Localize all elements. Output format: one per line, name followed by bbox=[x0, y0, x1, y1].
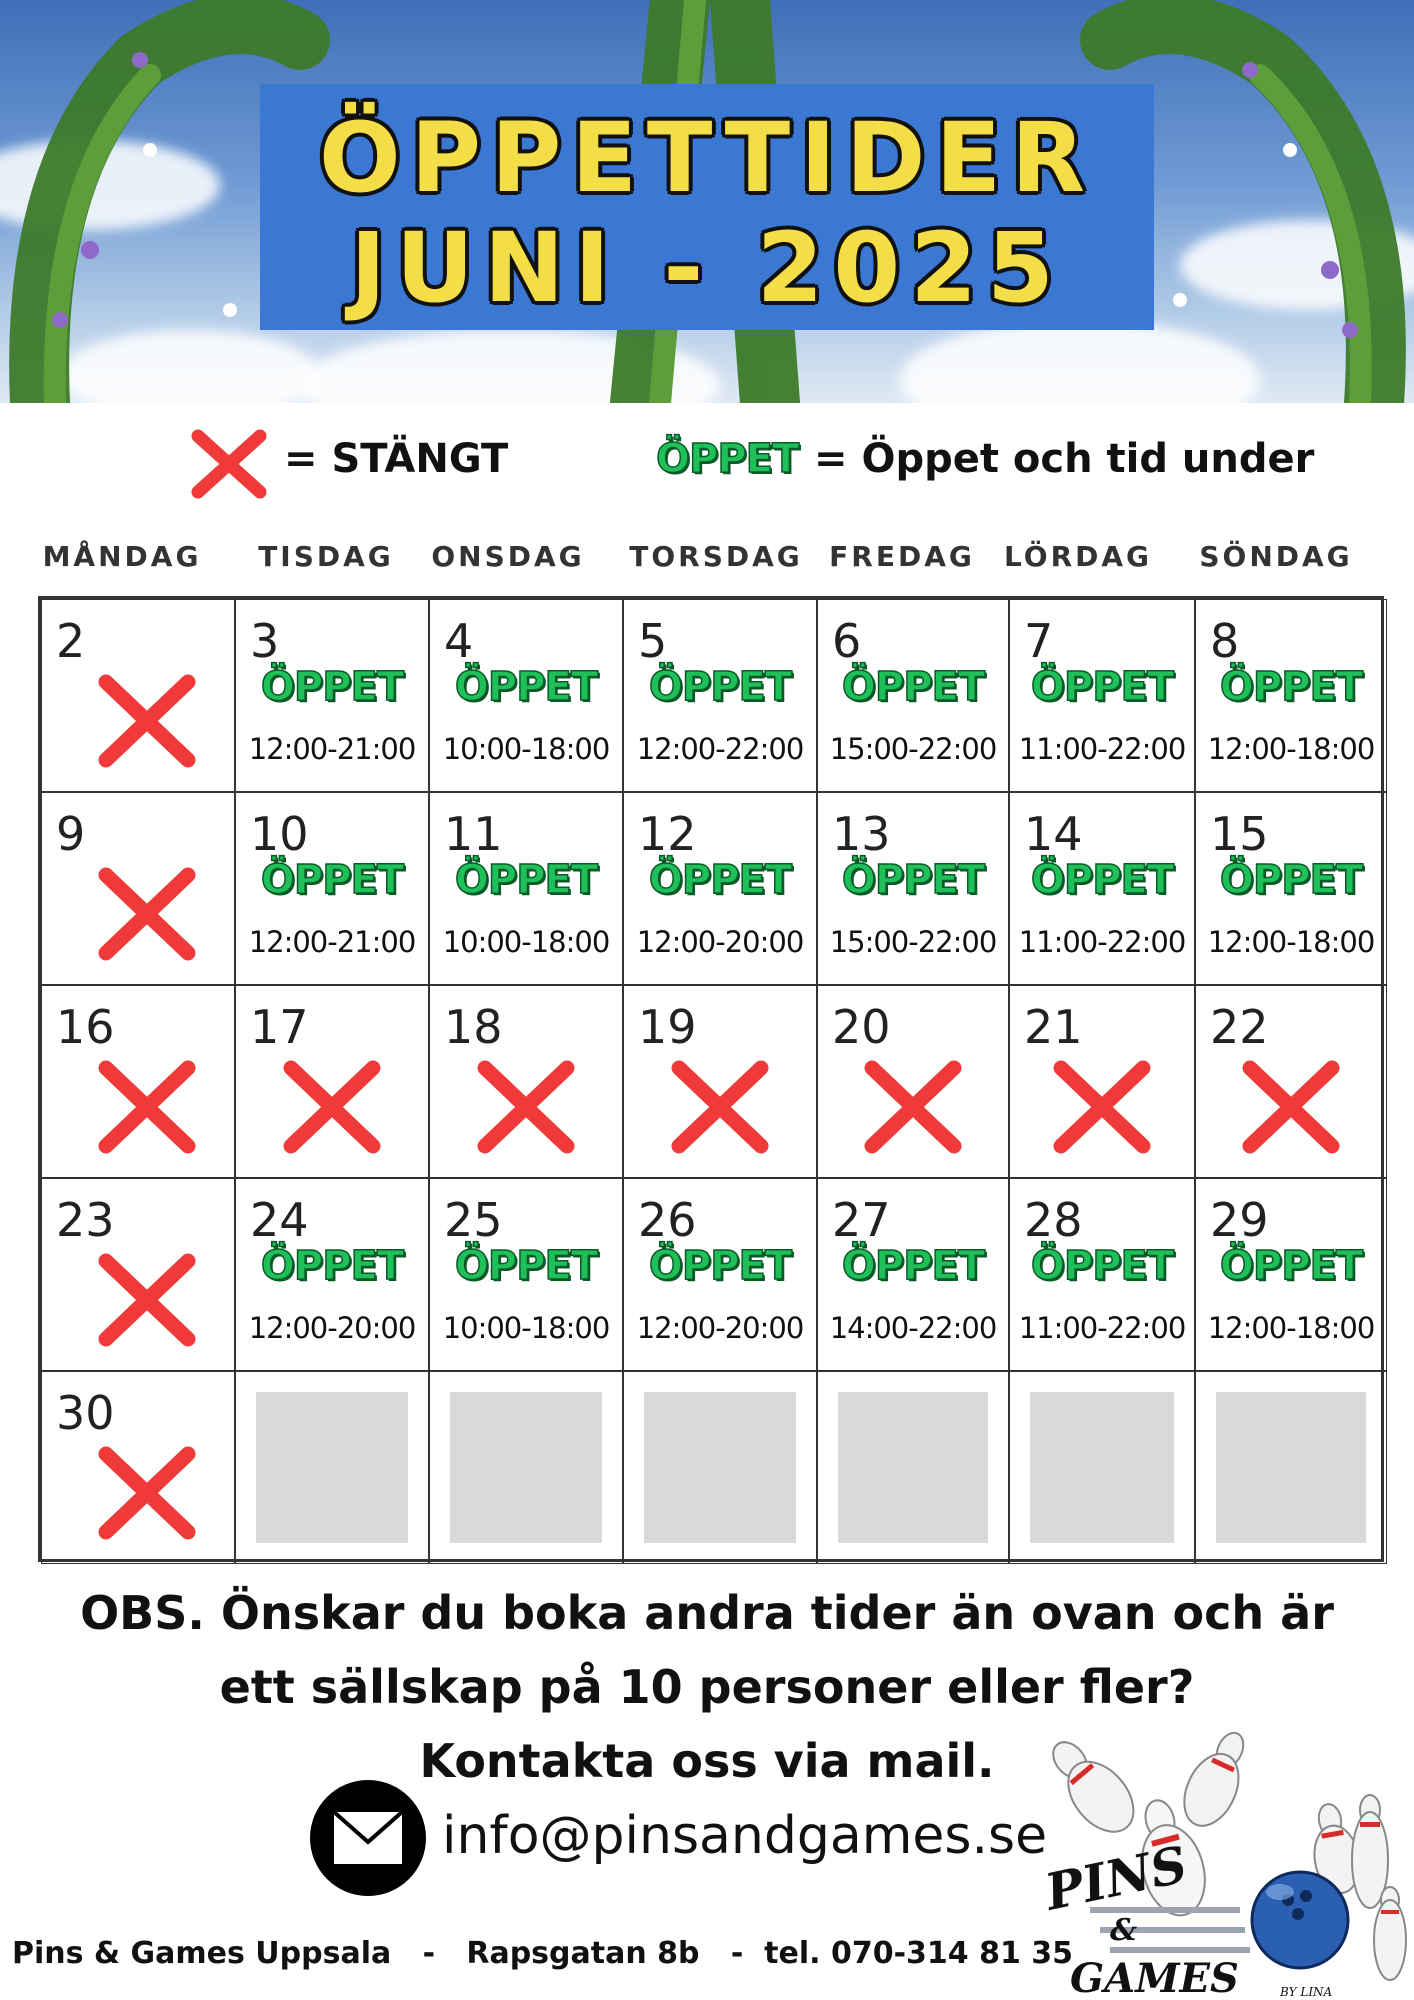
opening-hours: 14:00-22:00 bbox=[829, 1311, 997, 1345]
title-line-2: JUNI - 2025 bbox=[350, 212, 1064, 324]
day-number: 3 bbox=[250, 614, 280, 668]
calendar-day-cell bbox=[429, 792, 623, 985]
day-number: 16 bbox=[56, 1000, 115, 1054]
day-number: 13 bbox=[832, 807, 891, 861]
opening-hours: 12:00-18:00 bbox=[1207, 925, 1375, 959]
calendar-day-cell bbox=[41, 1371, 235, 1564]
opening-hours: 15:00-22:00 bbox=[829, 732, 997, 766]
calendar-day-cell bbox=[41, 985, 235, 1178]
opening-hours: 10:00-18:00 bbox=[442, 732, 610, 766]
logo-text-pins: PINS bbox=[1040, 1834, 1193, 1922]
opening-hours: 12:00-20:00 bbox=[636, 925, 804, 959]
closed-x-icon bbox=[669, 1058, 771, 1156]
title-line-1: ÖPPETTIDER bbox=[319, 102, 1095, 214]
notice-line-1: OBS. Önskar du boka andra tider än ovan och är bbox=[80, 1586, 1334, 1640]
calendar-day-cell bbox=[429, 1371, 623, 1564]
calendar-day-cell bbox=[429, 599, 623, 792]
day-number: 6 bbox=[832, 614, 862, 668]
calendar-day-cell bbox=[235, 1371, 429, 1564]
opening-hours: 12:00-21:00 bbox=[248, 925, 416, 959]
open-status-label: ÖPPET bbox=[1030, 1243, 1174, 1289]
closed-x-icon bbox=[96, 672, 198, 770]
opening-hours: 12:00-18:00 bbox=[1207, 732, 1375, 766]
calendar-day-cell bbox=[235, 1178, 429, 1371]
day-number: 10 bbox=[250, 807, 309, 861]
open-status-label: ÖPPET bbox=[648, 664, 792, 710]
calendar-day-cell bbox=[817, 1178, 1009, 1371]
hero-banner bbox=[0, 0, 1414, 403]
closed-x-icon bbox=[475, 1058, 577, 1156]
closed-x-icon bbox=[96, 1058, 198, 1156]
calendar-day-cell bbox=[429, 985, 623, 1178]
day-number: 8 bbox=[1210, 614, 1240, 668]
closed-x-icon bbox=[1051, 1058, 1153, 1156]
opening-hours: 11:00-22:00 bbox=[1018, 1311, 1186, 1345]
open-status-label: ÖPPET bbox=[648, 857, 792, 903]
day-number: 17 bbox=[250, 1000, 309, 1054]
logo-text-by: BY LINA bbox=[1280, 1985, 1333, 1999]
open-status-label: ÖPPET bbox=[841, 1243, 985, 1289]
weekday-header: TISDAG bbox=[258, 540, 394, 573]
open-status-label: ÖPPET bbox=[1219, 857, 1363, 903]
calendar-day-cell bbox=[817, 599, 1009, 792]
calendar-day-cell bbox=[623, 599, 817, 792]
opening-hours: 11:00-22:00 bbox=[1018, 925, 1186, 959]
day-number: 24 bbox=[250, 1193, 309, 1247]
calendar-day-cell bbox=[1009, 1371, 1195, 1564]
calendar-day-cell bbox=[1195, 985, 1387, 1178]
day-number: 15 bbox=[1210, 807, 1269, 861]
empty-day-placeholder bbox=[1216, 1392, 1366, 1543]
opening-hours: 12:00-20:00 bbox=[636, 1311, 804, 1345]
calendar-day-cell bbox=[623, 1178, 817, 1371]
closed-x-icon bbox=[96, 1444, 198, 1542]
calendar-day-cell bbox=[1195, 1371, 1387, 1564]
calendar-day-cell bbox=[1009, 985, 1195, 1178]
open-status-label: ÖPPET bbox=[1219, 664, 1363, 710]
calendar-day-cell bbox=[235, 599, 429, 792]
calendar-day-cell bbox=[1195, 599, 1387, 792]
day-number: 7 bbox=[1024, 614, 1054, 668]
bowling-pins-logo-icon bbox=[1030, 1720, 1410, 2000]
open-status-label: ÖPPET bbox=[1030, 664, 1174, 710]
calendar-day-cell bbox=[623, 792, 817, 985]
calendar-day-cell bbox=[623, 1371, 817, 1564]
empty-day-placeholder bbox=[450, 1392, 602, 1543]
open-status-label: ÖPPET bbox=[260, 1243, 404, 1289]
empty-day-placeholder bbox=[838, 1392, 988, 1543]
weekday-header: MÅNDAG bbox=[42, 540, 202, 573]
open-status-label: ÖPPET bbox=[260, 664, 404, 710]
day-number: 22 bbox=[1210, 1000, 1269, 1054]
closed-x-icon bbox=[96, 1251, 198, 1349]
open-status-label: ÖPPET bbox=[1030, 857, 1174, 903]
calendar-day-cell bbox=[817, 985, 1009, 1178]
empty-day-placeholder bbox=[1030, 1392, 1174, 1543]
calendar-grid bbox=[38, 596, 1384, 1562]
day-number: 14 bbox=[1024, 807, 1083, 861]
opening-hours: 12:00-18:00 bbox=[1207, 1311, 1375, 1345]
opening-hours: 11:00-22:00 bbox=[1018, 732, 1186, 766]
opening-hours: 10:00-18:00 bbox=[442, 925, 610, 959]
weekday-header: FREDAG bbox=[829, 540, 975, 573]
notice-line-2: ett sällskap på 10 personer eller fler? bbox=[219, 1660, 1195, 1714]
day-number: 2 bbox=[56, 614, 86, 668]
day-number: 19 bbox=[638, 1000, 697, 1054]
day-number: 5 bbox=[638, 614, 668, 668]
calendar-day-cell bbox=[1009, 599, 1195, 792]
empty-day-placeholder bbox=[644, 1392, 796, 1543]
weekday-header: TORSDAG bbox=[629, 540, 803, 573]
day-number: 26 bbox=[638, 1193, 697, 1247]
calendar-day-cell bbox=[1009, 1178, 1195, 1371]
open-status-label: ÖPPET bbox=[841, 857, 985, 903]
opening-hours: 12:00-21:00 bbox=[248, 732, 416, 766]
calendar-day-cell bbox=[1195, 1178, 1387, 1371]
calendar-day-cell bbox=[1009, 792, 1195, 985]
weekday-header: ONSDAG bbox=[431, 540, 585, 573]
empty-day-placeholder bbox=[256, 1392, 408, 1543]
opening-hours: 12:00-22:00 bbox=[636, 732, 804, 766]
day-number: 9 bbox=[56, 807, 86, 861]
day-number: 30 bbox=[56, 1386, 115, 1440]
calendar-day-cell bbox=[623, 985, 817, 1178]
open-status-label: ÖPPET bbox=[454, 1243, 598, 1289]
calendar-day-cell bbox=[41, 792, 235, 985]
logo-text-games: GAMES bbox=[1070, 1955, 1239, 2000]
calendar-day-cell bbox=[817, 792, 1009, 985]
day-number: 4 bbox=[444, 614, 474, 668]
weekday-header: LÖRDAG bbox=[1003, 540, 1153, 573]
opening-hours: 12:00-20:00 bbox=[248, 1311, 416, 1345]
calendar-day-cell bbox=[235, 985, 429, 1178]
legend-open-label: = Öppet och tid under bbox=[814, 436, 1315, 482]
opening-hours: 10:00-18:00 bbox=[442, 1311, 610, 1345]
day-number: 23 bbox=[56, 1193, 115, 1247]
calendar-day-cell bbox=[235, 792, 429, 985]
calendar-day-cell bbox=[41, 599, 235, 792]
closed-x-icon bbox=[190, 428, 268, 500]
day-number: 29 bbox=[1210, 1193, 1269, 1247]
opening-hours: 15:00-22:00 bbox=[829, 925, 997, 959]
day-number: 21 bbox=[1024, 1000, 1083, 1054]
notice-line-3: Kontakta oss via mail. bbox=[419, 1734, 995, 1788]
open-status-label: ÖPPET bbox=[648, 1243, 792, 1289]
closed-x-icon bbox=[96, 865, 198, 963]
open-status-label: ÖPPET bbox=[1219, 1243, 1363, 1289]
envelope-icon bbox=[310, 1780, 426, 1896]
calendar-day-cell bbox=[41, 1178, 235, 1371]
day-number: 18 bbox=[444, 1000, 503, 1054]
calendar-day-cell bbox=[817, 1371, 1009, 1564]
calendar-day-cell bbox=[429, 1178, 623, 1371]
closed-x-icon bbox=[862, 1058, 964, 1156]
open-status-label: ÖPPET bbox=[454, 664, 598, 710]
contact-email-link[interactable]: info@pinsandgames.se bbox=[442, 1806, 1048, 1866]
day-number: 27 bbox=[832, 1193, 891, 1247]
legend-closed-label: = STÄNGT bbox=[284, 436, 509, 482]
open-status-label: ÖPPET bbox=[841, 664, 985, 710]
legend-open-word: ÖPPET bbox=[656, 436, 799, 482]
calendar-day-cell bbox=[1195, 792, 1387, 985]
day-number: 28 bbox=[1024, 1193, 1083, 1247]
open-status-label: ÖPPET bbox=[260, 857, 404, 903]
day-number: 20 bbox=[832, 1000, 891, 1054]
logo-text-amp: & bbox=[1110, 1913, 1138, 1948]
footer-address: Pins & Games Uppsala - Rapsgatan 8b - tel. 070-314 81 35 bbox=[12, 1936, 1074, 1971]
day-number: 25 bbox=[444, 1193, 503, 1247]
closed-x-icon bbox=[281, 1058, 383, 1156]
open-status-label: ÖPPET bbox=[454, 857, 598, 903]
weekday-header: SÖNDAG bbox=[1199, 540, 1353, 573]
title-box bbox=[260, 84, 1154, 330]
closed-x-icon bbox=[1240, 1058, 1342, 1156]
day-number: 11 bbox=[444, 807, 503, 861]
day-number: 12 bbox=[638, 807, 697, 861]
